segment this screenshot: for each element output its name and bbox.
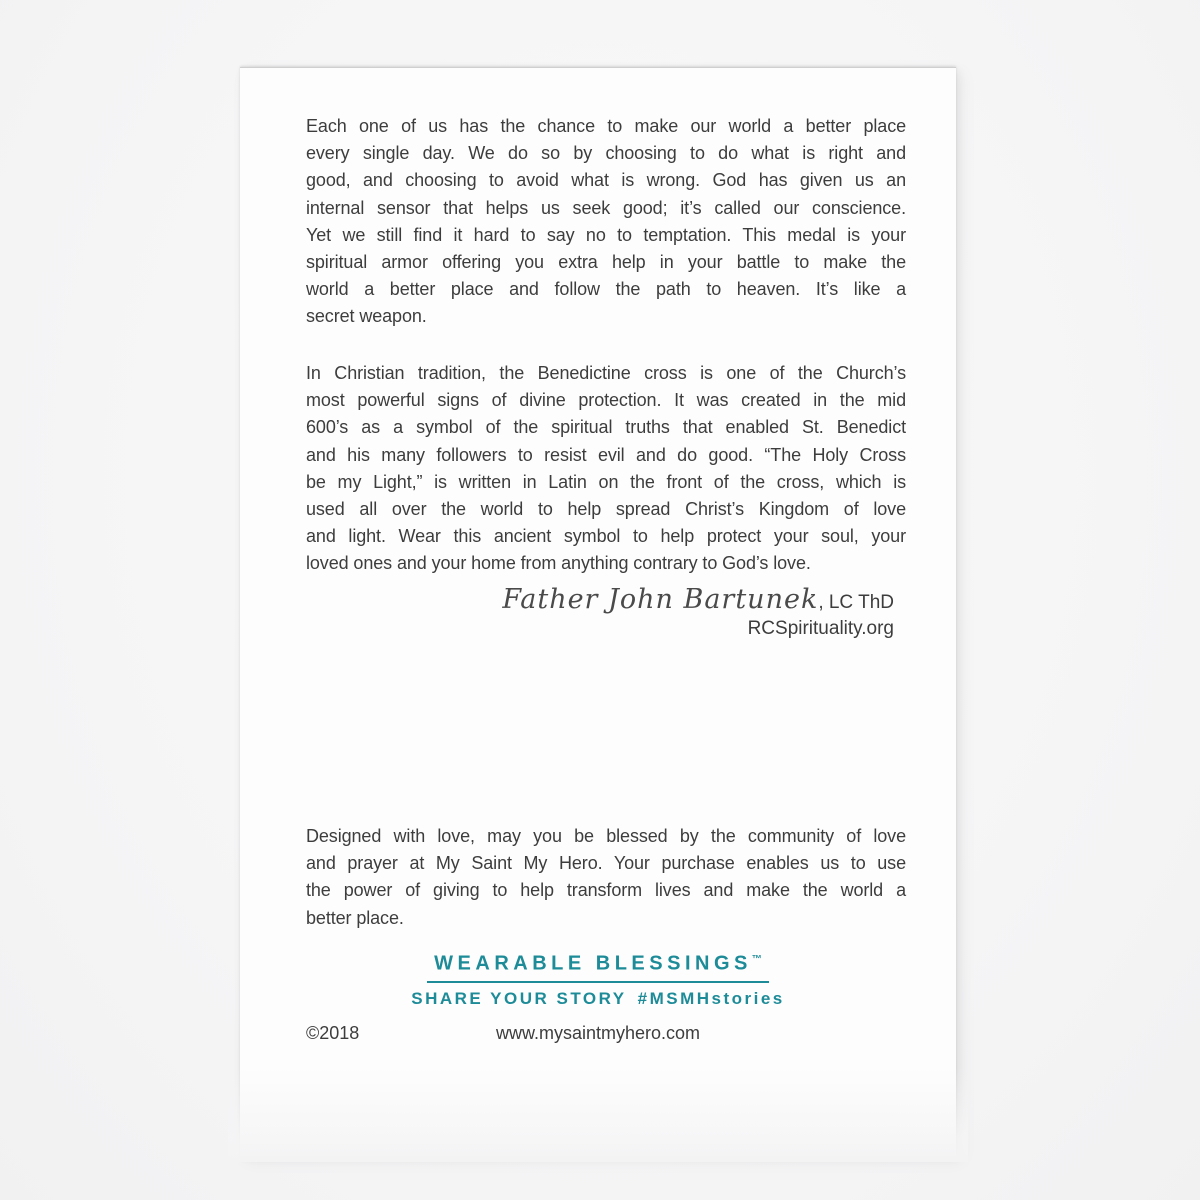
brand-block (240, 948, 956, 1009)
hashtag-text: #MSMHstories (637, 988, 785, 1008)
text-line: loved ones and your home from anything contrary to God’s love. (306, 553, 811, 574)
text-line: spiritual armor offering you extra help in your battle to make the (306, 251, 906, 272)
text-line: In Christian tradition, the Benedictine cross is one of the Church’s (306, 363, 906, 383)
text-line: Yet we still find it hard to say no to temptation. This medal is your (306, 224, 906, 245)
text-line: the power of giving to help transform lives and make the world a (306, 880, 906, 901)
text-line: internal sensor that helps us seek good; it’s called our conscience. (306, 197, 906, 218)
signature-organization: RCSpirituality.org (747, 618, 894, 639)
text-line: better place. (306, 907, 404, 928)
text-line: Designed with love, may you be blessed by the community of love (306, 826, 906, 846)
brand-wordmark (240, 948, 956, 976)
text-line: good, and choosing to avoid what is wrong. God has given us an (306, 170, 906, 191)
signature-name: Father John Bartunek (502, 584, 819, 615)
website-url: www.mysaintmyhero.com (495, 1023, 701, 1043)
text-line: and his many followers to resist evil and do good. “The Holy Cross (306, 444, 906, 465)
copyright-text: ©2018 (306, 1023, 360, 1043)
brand-tagline (240, 989, 956, 1009)
history-paragraph (306, 360, 906, 578)
text-line: and prayer at My Saint My Hero. Your purchase enables us to use (306, 853, 906, 874)
text-line: secret weapon. (306, 306, 427, 327)
intro-paragraph (306, 113, 906, 331)
text-line: world a better place and follow the path to heaven. It’s like a (306, 279, 906, 300)
trademark-symbol: ™ (751, 954, 762, 965)
text-line: and light. Wear this ancient symbol to help protect your soul, your (306, 526, 906, 547)
signature-credentials: , LC ThD (818, 592, 894, 613)
text-line: used all over the world to help spread Christ’s Kingdom of love (306, 498, 906, 519)
footer-row (240, 1021, 956, 1045)
signature-row (306, 584, 894, 620)
text-line: 600’s as a symbol of the spiritual truths that enabled St. Benedict (306, 417, 906, 438)
blessing-paragraph (306, 823, 906, 932)
tagline-text: SHARE YOUR STORY (411, 988, 627, 1008)
brand-divider (427, 981, 769, 983)
text-line: every single day. We do so by choosing to do what is right and (306, 143, 906, 164)
text-line: most powerful signs of divine protection. It was created in the mid (306, 390, 906, 411)
brand-wordmark-text: WEARABLE BLESSINGS (434, 952, 752, 975)
card-bottom-fade (228, 1067, 968, 1162)
text-line: Each one of us has the chance to make our world a better place (306, 116, 906, 136)
text-line: be my Light,” is written in Latin on the front of the cross, which is (306, 471, 906, 492)
prayer-card-back (240, 67, 956, 1156)
